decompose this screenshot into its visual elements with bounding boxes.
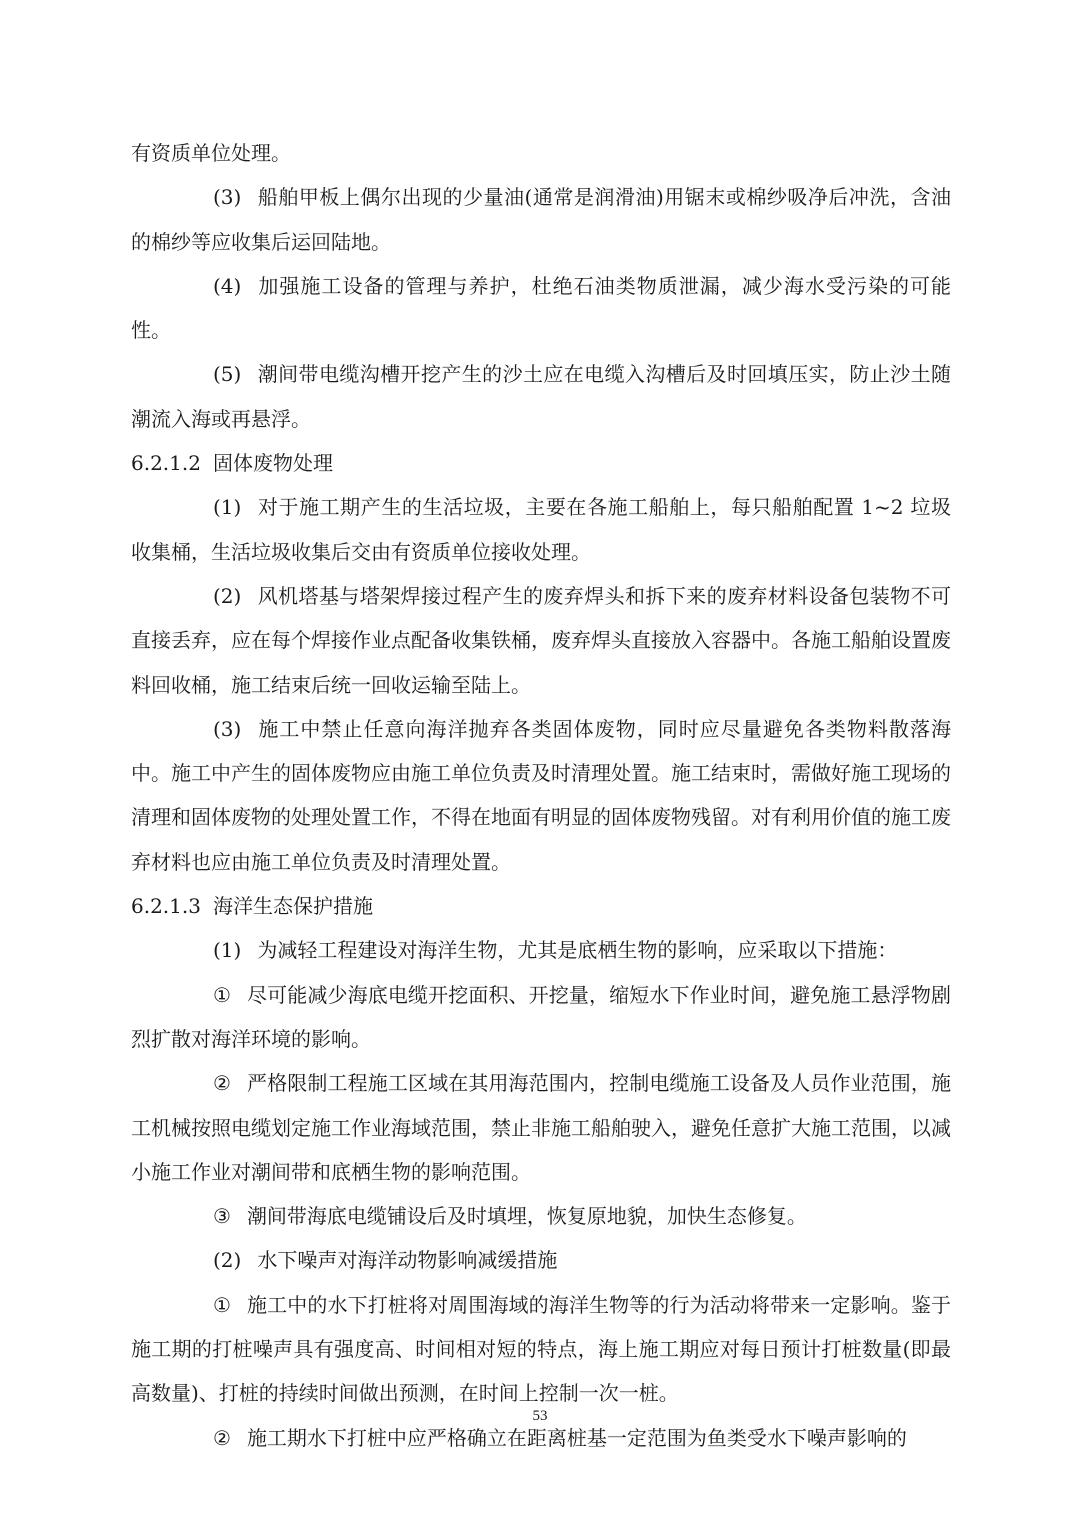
section-title: 固体废物处理 (212, 451, 333, 476)
item-number: (4) (213, 273, 242, 298)
paragraph-text: 加强施工设备的管理与养护，杜绝石油类物质泄漏，减少海水受污染的可能性。 (131, 273, 951, 343)
paragraph-continuation (131, 131, 951, 175)
page-number: 53 (532, 1408, 548, 1424)
section-number: 6.2.1.2 (131, 451, 201, 476)
item-number: (3) (213, 716, 242, 741)
paragraph-text: 有资质单位处理。 (131, 141, 291, 165)
item-number: (3) (213, 185, 242, 210)
paragraph-text: 为减轻工程建设对海洋生物，尤其是底栖生物的影响，应采取以下措施： (257, 938, 898, 963)
section-heading-marine-ecology (131, 884, 951, 928)
circled-number: ① (213, 1292, 231, 1317)
paragraph-item (131, 707, 951, 884)
section-number: 6.2.1.3 (131, 894, 201, 919)
paragraph-text: 施工中禁止任意向海洋抛弃各类固体废物，同时应尽量避免各类物料散落海中。施工中产生的固体废物应由施工单位负责及时清理处置。施工结束时，需做好施工现场的清理和固体废物的处理处置工作，不得在地面有明显的固体废物残留。对有利用价值的施工废弃材料也应由施工单位负责及时清理处置。 (131, 716, 951, 874)
paragraph-item (131, 352, 951, 441)
document-page (131, 131, 951, 1460)
item-number: (1) (213, 495, 242, 520)
paragraph-text: 船舶甲板上偶尔出现的少量油(通常是润滑油)用锯末或棉纱吸净后冲洗，含油的棉纱等应收集后运回陆地。 (131, 185, 951, 254)
paragraph-text: 施工中的水下打桩将对周围海域的海洋生物等的行为活动将带来一定影响。鉴于施工期的打桩噪声具有强度高、时间相对短的特点，海上施工期应对每日预计打桩数量(即最高数量)、打桩的持续时间做出预测，在时间上控制一次一桩。 (131, 1292, 951, 1406)
item-number: (2) (213, 583, 242, 608)
section-title: 海洋生态保护措施 (212, 894, 373, 919)
paragraph-text: 对于施工期产生的生活垃圾，主要在各施工船舶上，每只船舶配置 1~2 垃圾收集桶，生活垃圾收集后交由有资质单位接收处理。 (131, 495, 951, 564)
paragraph-text: 潮间带海底电缆铺设后及时填埋，恢复原地貌，加快生态修复。 (246, 1204, 807, 1229)
circled-number: ② (213, 1071, 231, 1096)
circled-number: ③ (213, 1204, 231, 1229)
paragraph-text: 水下噪声对海洋动物影响减缓措施 (257, 1248, 558, 1273)
item-number: (2) (213, 1248, 242, 1273)
paragraph-item (131, 928, 951, 972)
paragraph-subitem (131, 1061, 951, 1194)
paragraph-item (131, 175, 951, 264)
circled-number: ② (213, 1425, 231, 1450)
paragraph-text: 潮间带电缆沟槽开挖产生的沙土应在电缆入沟槽后及时回填压实，防止沙土随潮流入海或再悬浮。 (131, 362, 951, 431)
paragraph-subitem (131, 1283, 951, 1416)
paragraph-text: 风机塔基与塔架焊接过程产生的废弃焊头和拆下来的废弃材料设备包装物不可直接丢弃，应在每个焊接作业点配备收集铁桶，废弃焊头直接放入容器中。各施工船舶设置废料回收桶，施工结束后统一回收运输至陆上。 (131, 583, 951, 697)
paragraph-item (131, 574, 951, 707)
paragraph-text: 严格限制工程施工区域在其用海范围内，控制电缆施工设备及人员作业范围，施工机械按照电缆划定施工作业海域范围，禁止非施工船舶驶入，避免任意扩大施工范围，以减小施工作业对潮间带和底栖生物的影响范围。 (131, 1071, 951, 1184)
paragraph-item (131, 1238, 951, 1282)
paragraph-subitem (131, 1194, 951, 1238)
paragraph-item (131, 485, 951, 574)
paragraph-text: 尽可能减少海底电缆开挖面积、开挖量，缩短水下作业时间，避免施工悬浮物剧烈扩散对海洋环境的影响。 (131, 982, 951, 1051)
paragraph-text: 施工期水下打桩中应严格确立在距离桩基一定范围为鱼类受水下噪声影响的 (246, 1425, 907, 1450)
paragraph-item (131, 264, 951, 353)
paragraph-subitem (131, 973, 951, 1062)
item-number: (1) (213, 938, 242, 963)
circled-number: ① (213, 982, 231, 1007)
section-heading-solid-waste (131, 441, 951, 485)
item-number: (5) (213, 362, 242, 387)
